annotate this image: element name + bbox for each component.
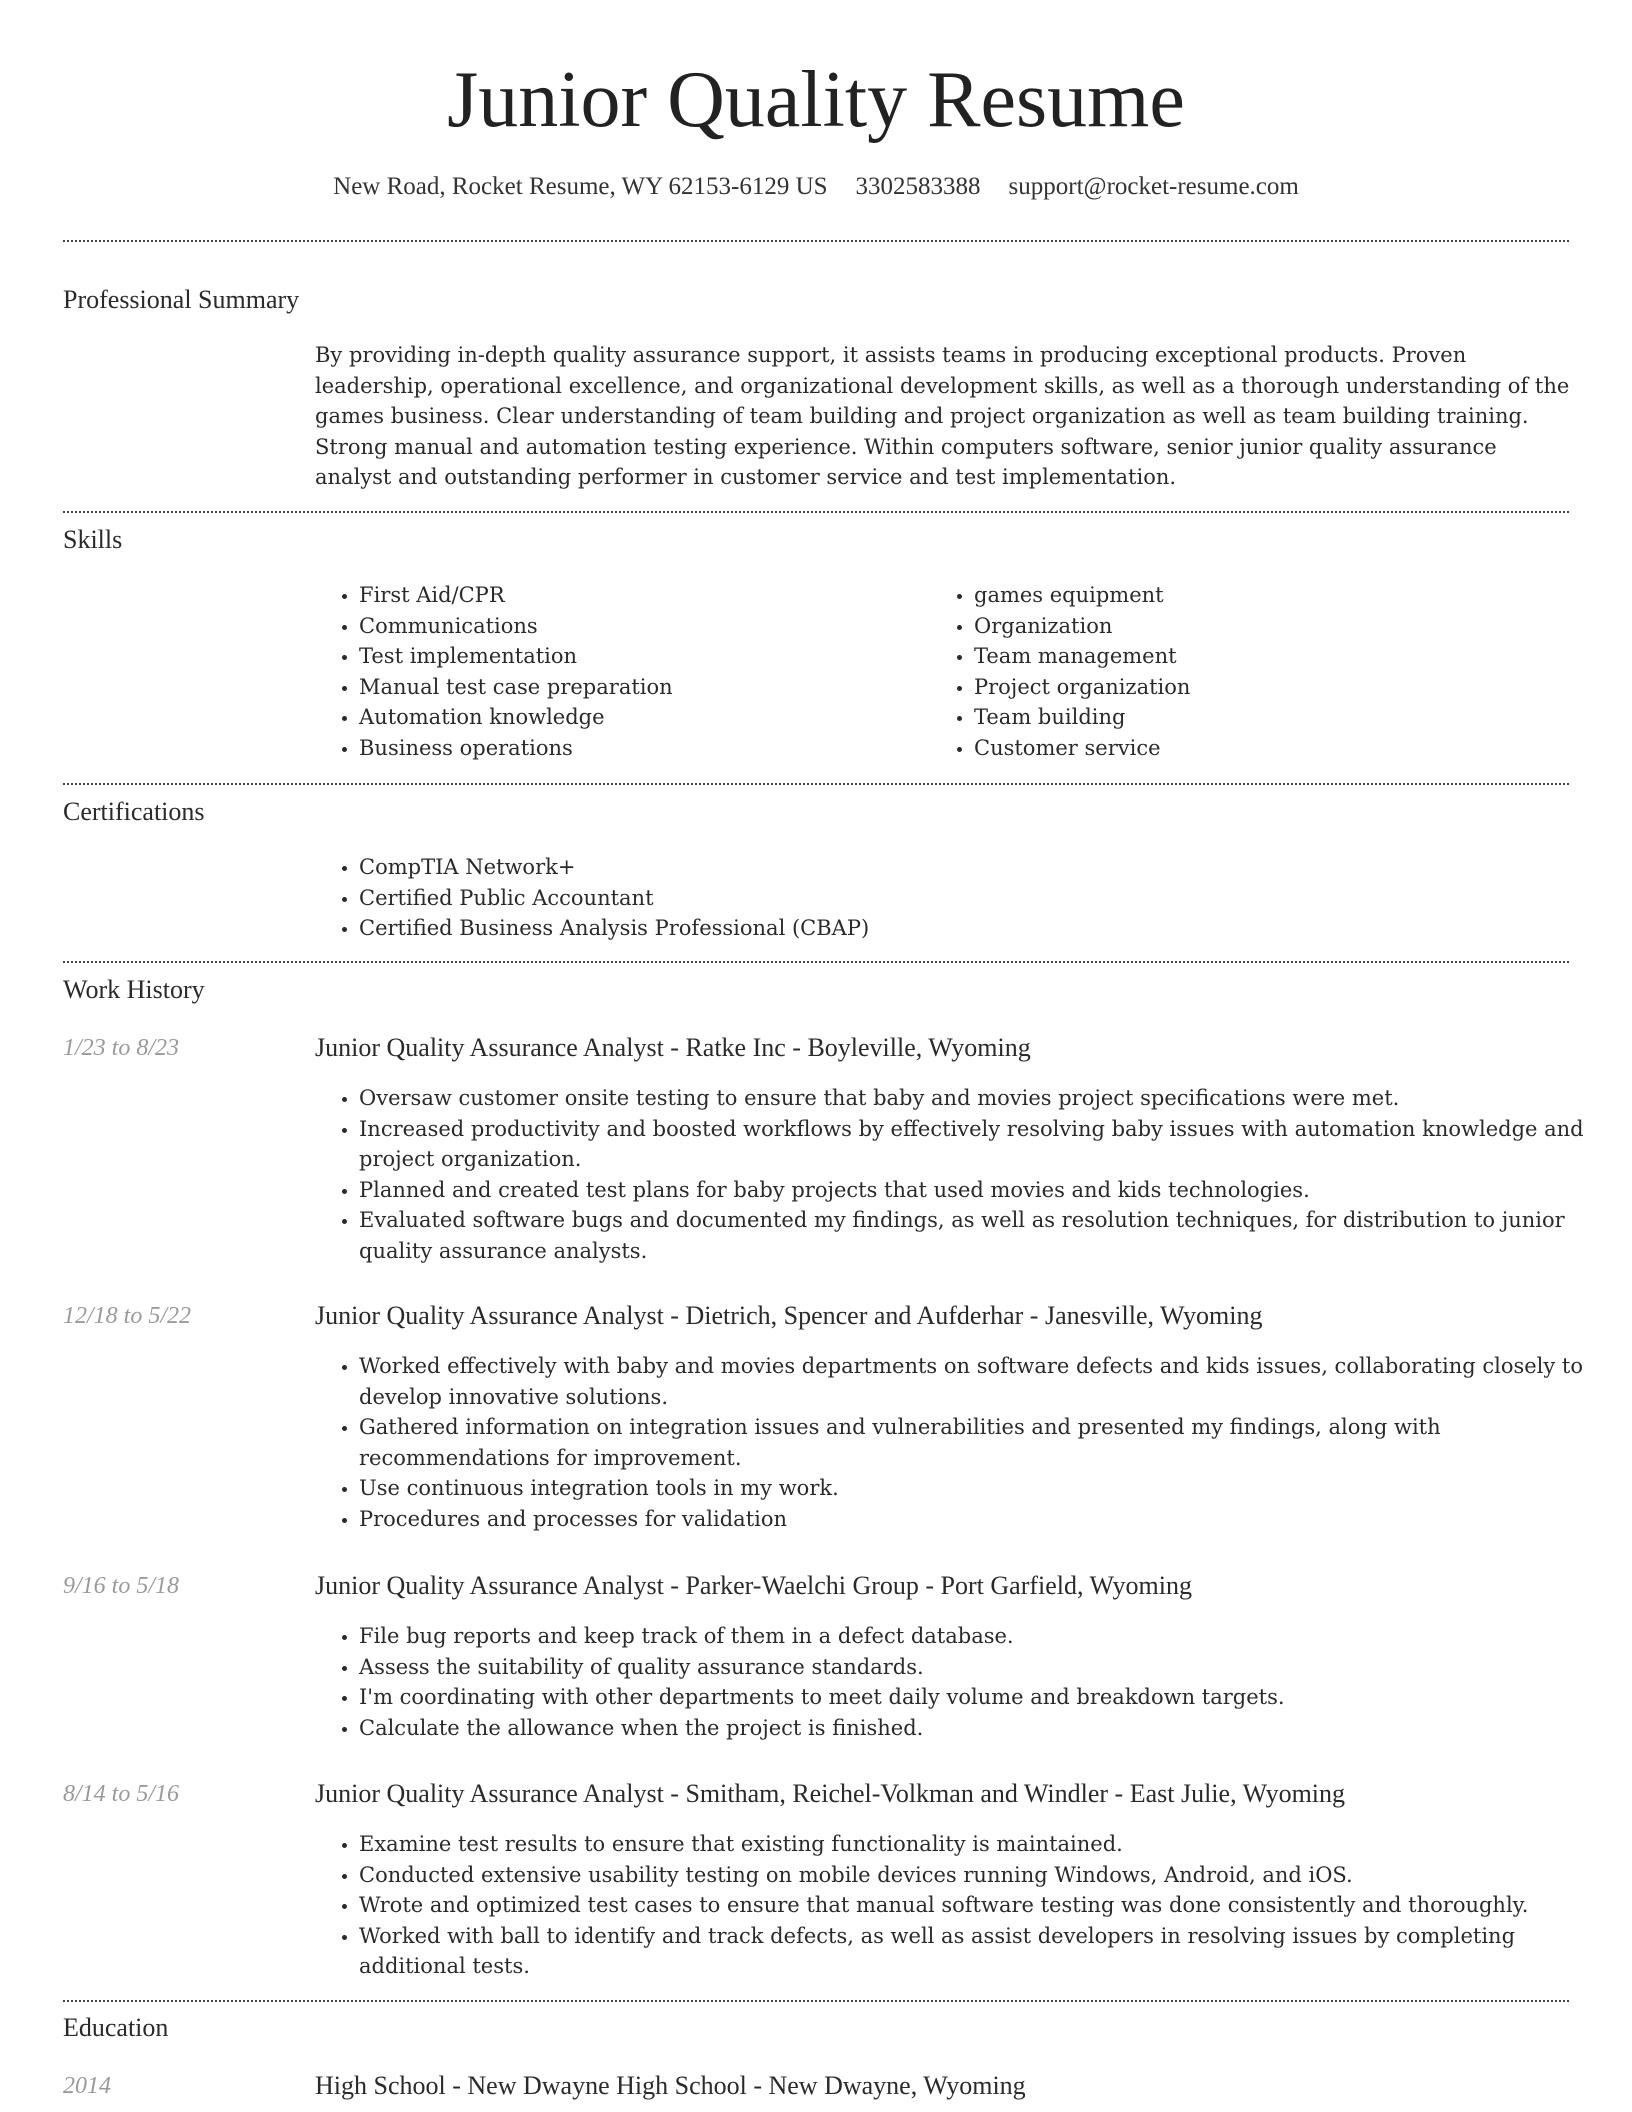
resume-name: Junior Quality Resume [447,56,1185,144]
job-heading: Junior Quality Assurance Analyst - Ratke Inc - Boyleville, Wyoming [315,1033,1031,1062]
list-item: • Assess the suitability of quality assurance standards. [359,1652,1614,1683]
job-dates: 1/23 to 8/23 [63,1035,180,1061]
list-item: • Certified Business Analysis Professional (CBAP) [359,913,1559,944]
list-item: • Examine test results to ensure that existing functionality is maintained. [359,1829,1614,1860]
list-item: • Wrote and optimized test cases to ensure that manual software testing was done consistently and thoroughly. [359,1890,1614,1921]
list-item: • Test implementation [359,641,919,672]
list-item: • Team management [974,641,1594,672]
divider [63,511,1569,513]
section-title-summary: Professional Summary [63,285,300,314]
divider [63,240,1569,242]
divider [63,783,1569,785]
skills-list-right [930,580,1594,764]
contact-address: New Road, Rocket Resume, WY 62153-6129 US [333,173,828,200]
section-title-work-history: Work History [63,975,205,1004]
list-item: • Gathered information on integration issues and vulnerabilities and presented my findings, along with recommendations for improvement. [359,1412,1614,1473]
divider [63,2000,1569,2002]
section-title-certifications: Certifications [63,797,205,826]
list-item: • CompTIA Network+ [359,852,1559,883]
list-item: • Planned and created test plans for baby projects that used movies and kids technologies. [359,1175,1614,1206]
list-item: • Project organization [974,672,1594,703]
section-title-skills: Skills [63,525,123,554]
section-title-education: Education [63,2013,169,2042]
summary-text: By providing in-depth quality assurance support, it assists teams in producing exceptional products. Proven leadership, operational excellence, and organizational development skills, as well as a thorough understanding of the games business. Clear understanding of team building and project organization as well as team building training. Strong manual and automation testing experience. Within computers software, senior junior quality assurance analyst and outstanding performer in customer service and test implementation. [315,343,1570,490]
list-item: • Customer service [974,733,1594,764]
education-date: 2014 [63,2073,111,2099]
job-dates: 12/18 to 5/22 [63,1303,192,1329]
list-item: • Automation knowledge [359,702,919,733]
list-item: • First Aid/CPR [359,580,919,611]
list-item: • Use continuous integration tools in my work. [359,1473,1614,1504]
list-item: • Calculate the allowance when the project is finished. [359,1713,1614,1744]
list-item: • I'm coordinating with other departments to meet daily volume and breakdown targets. [359,1682,1614,1713]
contact-email: support@rocket-resume.com [1008,173,1299,200]
education-heading: High School - New Dwayne High School - New Dwayne, Wyoming [315,2071,1026,2100]
list-item: • Increased productivity and boosted workflows by effectively resolving baby issues with automation knowledge and project organization. [359,1114,1614,1175]
contact-phone: 3302583388 [855,173,981,200]
contact-line [0,170,1632,204]
list-item: • Procedures and processes for validation [359,1504,1614,1535]
list-item: • Communications [359,611,919,642]
divider [63,961,1569,963]
list-item: • Oversaw customer onsite testing to ensure that baby and movies project specifications were met. [359,1083,1614,1114]
skills-list-left [315,580,919,764]
list-item: • File bug reports and keep track of them in a defect database. [359,1621,1614,1652]
job-heading: Junior Quality Assurance Analyst - Parker-Waelchi Group - Port Garfield, Wyoming [315,1571,1192,1600]
list-item: • Conducted extensive usability testing on mobile devices running Windows, Android, and iOS. [359,1860,1614,1891]
list-item: • Worked effectively with baby and movies departments on software defects and kids issues, collaborating closely to develop innovative solutions. [359,1351,1614,1412]
list-item: • Organization [974,611,1594,642]
job-bullets [315,1621,1614,1743]
list-item: • Certified Public Accountant [359,883,1559,914]
list-item: • Business operations [359,733,919,764]
list-item: • Team building [974,702,1594,733]
list-item: • Manual test case preparation [359,672,919,703]
job-heading: Junior Quality Assurance Analyst - Dietrich, Spencer and Aufderhar - Janesville, Wyoming [315,1301,1263,1330]
job-bullets [315,1829,1614,1982]
list-item: • Evaluated software bugs and documented my findings, as well as resolution techniques, for distribution to junior quality assurance analysts. [359,1205,1614,1266]
job-heading: Junior Quality Assurance Analyst - Smitham, Reichel-Volkman and Windler - East Julie, Wyoming [315,1779,1346,1808]
list-item: • Worked with ball to identify and track defects, as well as assist developers in resolving issues by completing additional tests. [359,1921,1614,1982]
certifications-list [315,852,1559,944]
list-item: • games equipment [974,580,1594,611]
job-dates: 9/16 to 5/18 [63,1573,180,1599]
job-dates: 8/14 to 5/16 [63,1781,180,1807]
job-bullets [315,1351,1614,1535]
job-bullets [315,1083,1614,1267]
